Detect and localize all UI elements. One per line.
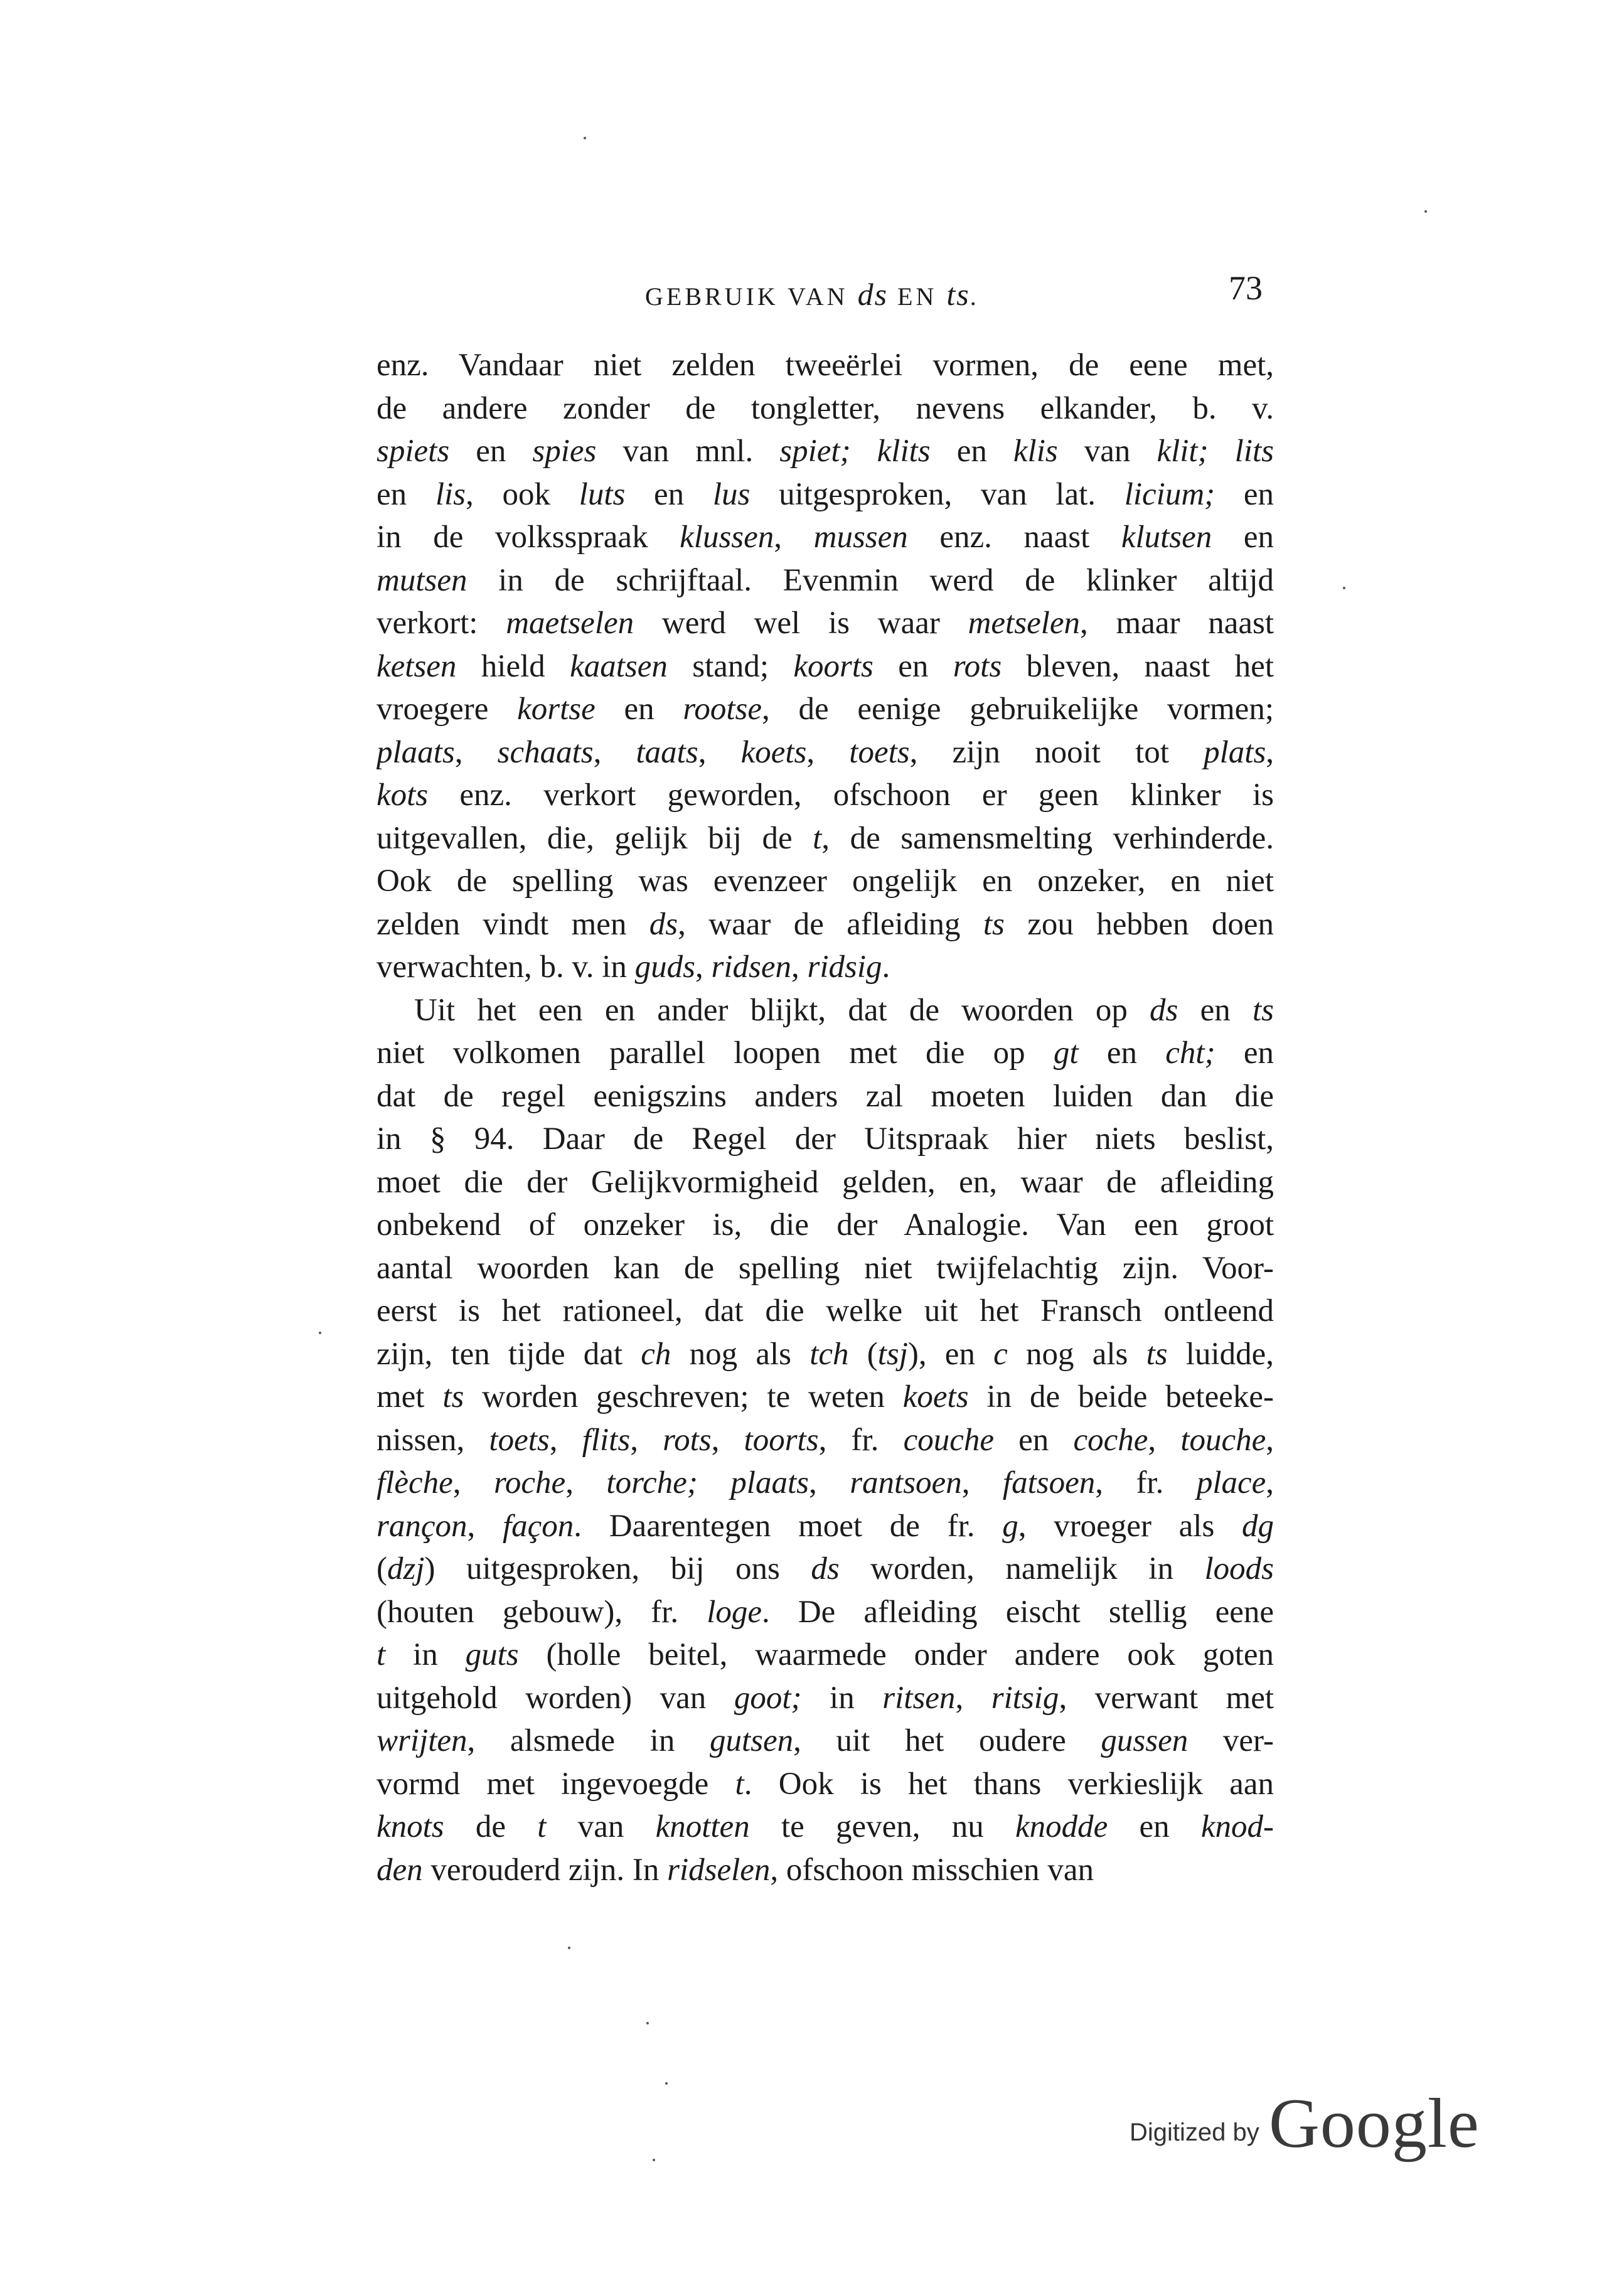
text-segment: , <box>593 734 636 770</box>
text-segment: en <box>595 692 683 727</box>
text-segment: , waar de afleiding <box>678 906 983 942</box>
text-segment: Uit het een en ander blijkt, dat de woorden op <box>414 992 1150 1028</box>
text-segment: , vroeger als <box>1018 1508 1242 1544</box>
text-segment: ver- <box>1188 1723 1274 1758</box>
text-segment: , <box>806 734 850 770</box>
scan-speck <box>584 137 586 139</box>
text-segment: , <box>549 1422 582 1458</box>
text-segment: zou hebben doen <box>1004 906 1274 942</box>
italic-term: ds <box>649 906 678 942</box>
text-segment: , ook <box>466 476 579 512</box>
text-segment: , fr. <box>818 1422 904 1458</box>
italic-term: dg <box>1242 1508 1274 1544</box>
text-line <box>377 1290 1274 1333</box>
text-line <box>377 1591 1274 1634</box>
italic-term: ds <box>811 1551 840 1586</box>
text-segment: , <box>791 949 808 985</box>
italic-term: mutsen <box>377 562 467 598</box>
text-line <box>377 1032 1274 1075</box>
italic-term: spiet; <box>779 434 851 469</box>
text-line <box>377 1247 1274 1290</box>
text-segment <box>698 1465 730 1500</box>
text-line <box>377 1419 1274 1462</box>
scan-speck <box>568 1947 570 1949</box>
text-segment: en <box>1078 1035 1166 1071</box>
text-segment <box>1209 434 1235 469</box>
italic-term: gutsen <box>710 1723 794 1758</box>
text-segment: vormd met ingevoegde <box>377 1766 735 1802</box>
text-segment: te geven, nu <box>749 1809 1015 1844</box>
italic-term: lis <box>435 476 466 512</box>
italic-term: couche <box>903 1422 994 1458</box>
italic-term: gussen <box>1101 1723 1189 1758</box>
text-segment: , zijn nooit tot <box>909 734 1204 770</box>
text-segment: . Daarentegen moet de fr. <box>574 1508 1003 1544</box>
italic-term: klis <box>1013 434 1058 469</box>
scan-speck <box>646 2022 649 2024</box>
text-line <box>377 1505 1274 1548</box>
text-segment: zijn, ten tijde dat <box>377 1336 641 1372</box>
text-line <box>377 602 1274 645</box>
text-segment: , <box>698 734 741 770</box>
italic-term: roche <box>493 1465 566 1500</box>
text-segment: hield <box>456 648 570 684</box>
italic-term: cht; <box>1165 1035 1215 1071</box>
text-line <box>377 688 1274 731</box>
text-segment: , de eenige gebruikelijke vormen; <box>762 692 1274 727</box>
text-line <box>377 516 1274 559</box>
italic-term: ts <box>1252 992 1274 1028</box>
text-line <box>377 1204 1274 1247</box>
text-segment: dat de regel eenigszins anders zal moeten luiden dan die <box>377 1078 1274 1114</box>
text-segment: , verwant met <box>1059 1680 1274 1716</box>
italic-term: touche <box>1180 1422 1266 1458</box>
body-text <box>377 344 1274 1891</box>
page-header <box>377 269 1274 313</box>
italic-term: kortse <box>517 692 596 727</box>
text-segment: in § 94. Daar de Regel der Uitspraak hier niets beslist, <box>377 1121 1274 1157</box>
text-segment: , <box>1266 1465 1274 1500</box>
text-segment: , fr. <box>1095 1465 1197 1500</box>
text-line <box>377 1548 1274 1591</box>
italic-term: gt <box>1053 1035 1079 1071</box>
text-segment: vroegere <box>377 692 518 727</box>
italic-term: flèche <box>377 1465 453 1500</box>
italic-term: schaats <box>497 734 594 770</box>
text-segment: in de volksspraak <box>377 520 680 555</box>
italic-term: kaatsen <box>570 648 668 684</box>
italic-term: luts <box>579 476 626 512</box>
italic-term: lus <box>712 476 751 512</box>
italic-term: ts <box>1146 1336 1168 1372</box>
italic-term: koets <box>740 734 807 770</box>
text-segment: ( <box>848 1336 878 1372</box>
italic-term: spiets <box>377 434 450 469</box>
italic-term: plats <box>1204 734 1266 770</box>
italic-term: klits <box>877 434 931 469</box>
text-line <box>377 645 1274 688</box>
text-segment: uitgehold worden) van <box>377 1680 734 1716</box>
running-head-ts: ts <box>946 277 970 312</box>
italic-term: toets <box>849 734 910 770</box>
text-segment: enz. naast <box>907 520 1121 555</box>
text-segment: , <box>630 1422 663 1458</box>
italic-term: place <box>1196 1465 1266 1500</box>
text-segment: , <box>1148 1422 1181 1458</box>
text-segment: uitgesproken, van lat. <box>750 476 1125 512</box>
text-line <box>377 1849 1274 1892</box>
text-line <box>377 946 1274 989</box>
text-line <box>377 387 1274 430</box>
text-segment: zelden vindt men <box>377 906 649 942</box>
text-line <box>377 1763 1274 1806</box>
italic-term: g <box>1002 1508 1018 1544</box>
text-segment: verouderd zijn. In <box>422 1852 668 1888</box>
italic-term: t <box>813 820 822 856</box>
text-segment: en <box>1215 1035 1274 1071</box>
italic-term: maetselen <box>506 606 634 641</box>
text-segment: worden, namelijk in <box>839 1551 1205 1586</box>
italic-term: coche <box>1073 1422 1148 1458</box>
text-segment: van mnl. <box>596 434 780 469</box>
text-segment: met <box>377 1379 443 1414</box>
text-segment: eerst is het rationeel, dat die welke uit het Fransch ontleend <box>377 1293 1274 1328</box>
digitized-by-label: Digitized by <box>1130 2119 1259 2146</box>
text-segment: ), en <box>907 1336 994 1372</box>
text-segment: en <box>377 476 435 512</box>
italic-term: ts <box>983 906 1005 942</box>
italic-term: den <box>377 1852 423 1888</box>
text-segment: in de schrijftaal. Evenmin werd de klinker altijd <box>467 562 1274 598</box>
italic-term: t <box>377 1637 386 1672</box>
text-segment: , <box>955 1680 991 1716</box>
italic-term: c <box>993 1336 1008 1372</box>
text-segment: , <box>565 1465 607 1500</box>
text-segment: en <box>1212 520 1274 555</box>
text-segment: worden geschreven; te weten <box>464 1379 903 1414</box>
text-segment: , <box>961 1465 1003 1500</box>
text-segment: , maar naast <box>1080 606 1274 641</box>
italic-term: guds <box>634 949 695 985</box>
text-segment: en <box>625 476 713 512</box>
italic-term: knotten <box>655 1809 750 1844</box>
scan-speck <box>1343 587 1345 589</box>
text-segment: werd wel is waar <box>634 606 968 641</box>
italic-term: koets <box>902 1379 969 1414</box>
text-segment: stand; <box>667 648 794 684</box>
italic-term: klussen <box>680 520 774 555</box>
italic-term: façon <box>502 1508 574 1544</box>
text-line <box>377 774 1274 817</box>
italic-term: ds <box>1150 992 1178 1028</box>
running-head-prefix: GEBRUIK VAN <box>645 282 858 311</box>
scan-speck <box>665 2082 668 2085</box>
text-line <box>377 817 1274 860</box>
italic-term: mussen <box>813 520 908 555</box>
text-segment: en <box>449 434 533 469</box>
text-segment: en <box>1108 1809 1201 1844</box>
text-line <box>377 1075 1274 1118</box>
text-segment: , uit het oudere <box>793 1723 1101 1758</box>
text-segment: nog als <box>671 1336 810 1372</box>
text-segment: verkort: <box>377 606 506 641</box>
text-segment: en <box>994 1422 1074 1458</box>
text-segment: bleven, naast het <box>1002 648 1274 684</box>
italic-term: rots <box>663 1422 712 1458</box>
text-line <box>377 1677 1274 1720</box>
italic-term: rots <box>953 648 1002 684</box>
text-segment: moet die der Gelijkvormigheid gelden, en, waar de afleiding <box>377 1164 1274 1200</box>
italic-term: plaats <box>730 1465 809 1500</box>
italic-term: ridsen <box>711 949 791 985</box>
text-segment: de <box>444 1809 538 1844</box>
text-line <box>377 860 1274 903</box>
italic-term: ritsig <box>991 1680 1059 1716</box>
text-segment: , <box>452 1465 494 1500</box>
text-segment: en <box>1178 992 1253 1028</box>
text-line <box>377 989 1274 1032</box>
text-line <box>377 903 1274 946</box>
text-segment: , ofschoon misschien van <box>770 1852 1094 1888</box>
running-head-ds: ds <box>857 277 889 312</box>
italic-term: lits <box>1234 434 1274 469</box>
text-segment: luidde, <box>1167 1336 1274 1372</box>
italic-term: guts <box>465 1637 519 1672</box>
italic-term: ritsen <box>882 1680 956 1716</box>
italic-term: ridsig <box>807 949 882 985</box>
text-segment: , <box>467 1508 503 1544</box>
italic-term: klutsen <box>1121 520 1212 555</box>
italic-term: goot; <box>734 1680 802 1716</box>
italic-term: wrijten <box>377 1723 467 1758</box>
text-line <box>377 1161 1274 1204</box>
italic-term: ch <box>641 1336 671 1372</box>
text-segment: , alsmede in <box>467 1723 710 1758</box>
running-head-mid: EN <box>888 282 947 311</box>
italic-term: knots <box>377 1809 444 1844</box>
running-head-suffix: . <box>970 282 980 311</box>
text-segment: , <box>711 1422 744 1458</box>
italic-term: tch <box>809 1336 849 1372</box>
italic-term: rançon <box>377 1508 467 1544</box>
italic-term: metselen <box>968 606 1081 641</box>
text-line <box>377 1118 1274 1161</box>
italic-term: loge <box>707 1594 762 1630</box>
italic-term: flits <box>582 1422 631 1458</box>
scan-speck <box>1424 210 1427 213</box>
text-segment: . De afleiding eischt stellig eene <box>762 1594 1274 1630</box>
text-segment: ( <box>377 1551 387 1586</box>
text-segment: . <box>882 949 890 985</box>
italic-term: ridselen <box>667 1852 771 1888</box>
text-segment: van <box>1057 434 1157 469</box>
google-logo: Google <box>1269 2085 1480 2162</box>
italic-term: t <box>537 1809 547 1844</box>
text-segment: en <box>930 434 1013 469</box>
text-segment: , de samensmelting verhinderde. <box>821 820 1274 856</box>
text-segment: in <box>385 1637 466 1672</box>
text-segment: van <box>546 1809 656 1844</box>
italic-term: plaats <box>377 734 455 770</box>
text-line <box>377 473 1274 516</box>
text-line <box>377 1333 1274 1376</box>
italic-term: ts <box>442 1379 464 1414</box>
text-segment: , <box>1266 1422 1274 1458</box>
italic-term: loods <box>1204 1551 1274 1586</box>
italic-term: licium; <box>1124 476 1215 512</box>
text-segment: Ook de spelling was evenzeer ongelijk en onzeker, en niet <box>377 863 1274 899</box>
italic-term: spies <box>532 434 597 469</box>
italic-term: rantsoen <box>850 1465 962 1500</box>
italic-term: t <box>735 1766 744 1802</box>
running-head <box>645 276 980 313</box>
italic-term: torche; <box>606 1465 698 1500</box>
italic-term: ketsen <box>377 648 457 684</box>
scan-speck <box>653 2159 655 2161</box>
italic-term: koorts <box>793 648 873 684</box>
text-segment: uitgevallen, die, gelijk bij de <box>377 820 813 856</box>
text-line <box>377 430 1274 473</box>
text-segment: verwachten, b. v. in <box>377 949 635 985</box>
text-line <box>377 559 1274 602</box>
italic-term: rootse <box>683 692 762 727</box>
text-segment: . Ook is het thans verkieslijk aan <box>744 1766 1274 1802</box>
italic-term: taats <box>636 734 698 770</box>
italic-term: dzj <box>387 1551 425 1586</box>
text-line <box>377 1462 1274 1505</box>
text-segment: aantal woorden kan de spelling niet twijfelachtig zijn. Voor- <box>377 1250 1274 1286</box>
text-segment: in <box>801 1680 883 1716</box>
text-segment: , <box>695 949 712 985</box>
italic-term: knod- <box>1200 1809 1274 1844</box>
text-segment: de andere zonder de tongletter, nevens elkander, b. v. <box>377 390 1274 426</box>
text-segment: ) uitgesproken, bij ons <box>424 1551 811 1586</box>
scan-speck <box>319 1332 321 1334</box>
text-segment: , <box>808 1465 850 1500</box>
italic-term: toets <box>489 1422 550 1458</box>
text-segment: , <box>454 734 498 770</box>
text-segment <box>851 434 877 469</box>
text-segment: nissen, <box>377 1422 489 1458</box>
italic-term: knodde <box>1015 1809 1108 1844</box>
text-segment: nog als <box>1007 1336 1146 1372</box>
digitized-by-google-watermark <box>1130 2083 1481 2162</box>
text-segment: en <box>873 648 953 684</box>
text-line <box>377 1719 1274 1763</box>
text-line <box>377 1376 1274 1419</box>
text-segment: in de beide beteeke- <box>968 1379 1274 1414</box>
text-segment: , <box>1266 734 1274 770</box>
text-segment: niet volkomen parallel loopen met die op <box>377 1035 1054 1071</box>
text-segment: enz. verkort geworden, ofschoon er geen klinker is <box>428 778 1274 813</box>
text-segment: enz. Vandaar niet zelden tweeërlei vormen, de eene met, <box>377 348 1274 383</box>
text-segment: (holle beitel, waarmede onder andere ook goten <box>518 1637 1274 1672</box>
text-line <box>377 1633 1274 1677</box>
italic-term: tsj <box>877 1336 908 1372</box>
italic-term: kots <box>377 778 429 813</box>
text-segment: (houten gebouw), fr. <box>377 1594 707 1630</box>
text-line <box>377 1805 1274 1849</box>
italic-term: toorts <box>744 1422 819 1458</box>
text-segment: , <box>774 520 814 555</box>
italic-term: fatsoen <box>1002 1465 1096 1500</box>
text-segment: onbekend of onzeker is, die der Analogie. Van een groot <box>377 1207 1274 1243</box>
text-line <box>377 344 1274 387</box>
italic-term: klit; <box>1157 434 1209 469</box>
text-segment: en <box>1215 476 1274 512</box>
page-number: 73 <box>1229 269 1263 307</box>
text-line <box>377 731 1274 774</box>
